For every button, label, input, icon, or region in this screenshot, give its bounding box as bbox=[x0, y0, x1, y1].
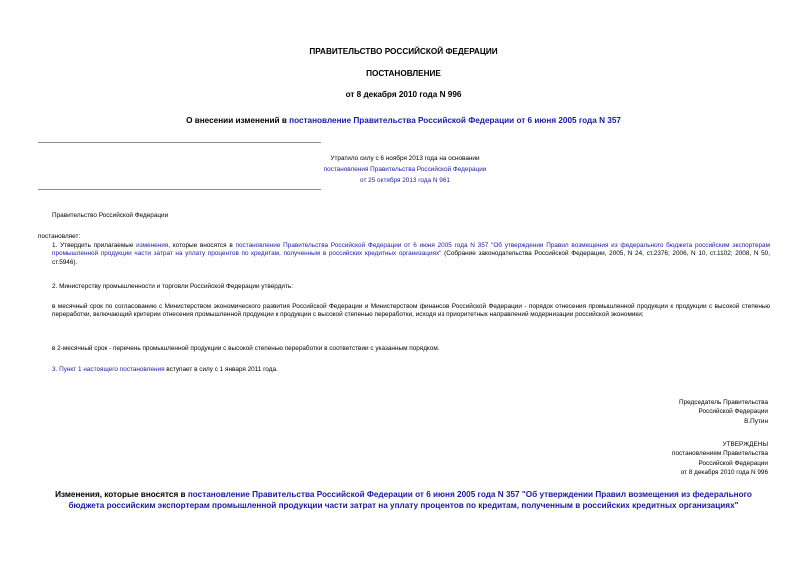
approved-heading: УТВЕРЖДЕНЫ bbox=[722, 441, 768, 448]
status-note-link-line1[interactable]: постановления Правительства Российской Федерации bbox=[323, 166, 487, 173]
status-note-link-line2[interactable]: от 25 октября 2013 года N 961 bbox=[360, 177, 450, 184]
item-3-paragraph bbox=[52, 366, 278, 374]
decides-text: постановляет: bbox=[38, 233, 81, 240]
changes-title-link[interactable]: постановление Правительства Российской Федерации от 6 июня 2005 года N 357 "Об утверждении Правил возмещения из федерального бюджета российским экспортерам промышленной продукции части затрат на уплату процентов по кредитам, полученным в российских кредитных организациях" bbox=[68, 490, 752, 510]
approved-date: от 8 декабря 2010 года N 996 bbox=[680, 469, 768, 477]
item-1-resolution-link[interactable]: постановление Правительства Российской Федерации от 6 июня 2005 года N 357 "Об утверждении Правил возмещения из федерального бюджета российским экспортерам промышленной продукции части затрат на уплату процентов по кредитам, полученным в российских кредитных организациях" bbox=[52, 242, 770, 258]
government-name: ПРАВИТЕЛЬСТВО РОССИЙСКОЙ ФЕДЕРАЦИИ bbox=[309, 47, 498, 56]
top-divider bbox=[38, 142, 321, 143]
signature-name: В.Путин bbox=[744, 417, 768, 425]
document-type: ПОСТАНОВЛЕНИЕ bbox=[366, 69, 441, 78]
approval-block bbox=[560, 440, 768, 478]
changes-title-prefix: Изменения, которые вносятся в bbox=[55, 490, 188, 499]
title-prefix: О внесении изменений в bbox=[186, 116, 290, 125]
item-2b-text: в 2-месячный срок - перечень промышленной продукции с высокой степенью переработки в соответствии с указанным порядком. bbox=[52, 345, 440, 352]
item-1-suffix: (Собрание законодательства Российской Федерации, 2005, N 24, ст.2376; 2006, N 10, ст.1102; 2008, N 50, ст.5946). bbox=[52, 250, 770, 266]
item-3-link[interactable]: 3. Пункт 1 настоящего постановления bbox=[52, 366, 165, 373]
approved-country: Российской Федерации bbox=[698, 459, 768, 467]
approved-by: постановлением Правительства bbox=[672, 450, 768, 458]
item-3-suffix: вступает в силу с 1 января 2011 года. bbox=[164, 366, 278, 373]
status-note-text: Утратило силу с 6 ноября 2013 года на основании bbox=[330, 155, 480, 162]
item-2a-paragraph: в месячный срок по согласованию с Министерством экономического развития Российской Федерации и Министерством финансов Российской Федерации - порядок отнесения промышленной продукции к продукции с высокой степенью переработки, включающий критерии отнесения промышленной продукции к продукции с высокой степенью переработки, исходя из приоритетных направлений модернизации российской экономики; bbox=[52, 303, 770, 319]
document-date-number: от 8 декабря 2010 года N 996 bbox=[345, 90, 462, 99]
item-1-middle: , которые вносятся в bbox=[168, 242, 236, 249]
government-subject: Правительство Российской Федерации bbox=[52, 212, 169, 219]
item-1-prefix: 1. Утвердить прилагаемые bbox=[52, 242, 137, 249]
status-note bbox=[255, 153, 555, 186]
item-1-paragraph bbox=[52, 242, 770, 267]
bottom-divider bbox=[38, 189, 321, 190]
document-title bbox=[0, 116, 807, 125]
signature-country: Российской Федерации bbox=[698, 408, 768, 416]
changes-title bbox=[40, 490, 767, 511]
item-2-text: 2. Министерству промышленности и торговли Российской Федерации утвердить: bbox=[52, 283, 294, 290]
item-1-changes-link[interactable]: изменения bbox=[136, 242, 169, 249]
signature-block bbox=[560, 398, 768, 426]
signature-position: Председатель Правительства bbox=[679, 399, 768, 406]
title-link[interactable]: постановление Правительства Российской Федерации от 6 июня 2005 года N 357 bbox=[289, 116, 621, 125]
